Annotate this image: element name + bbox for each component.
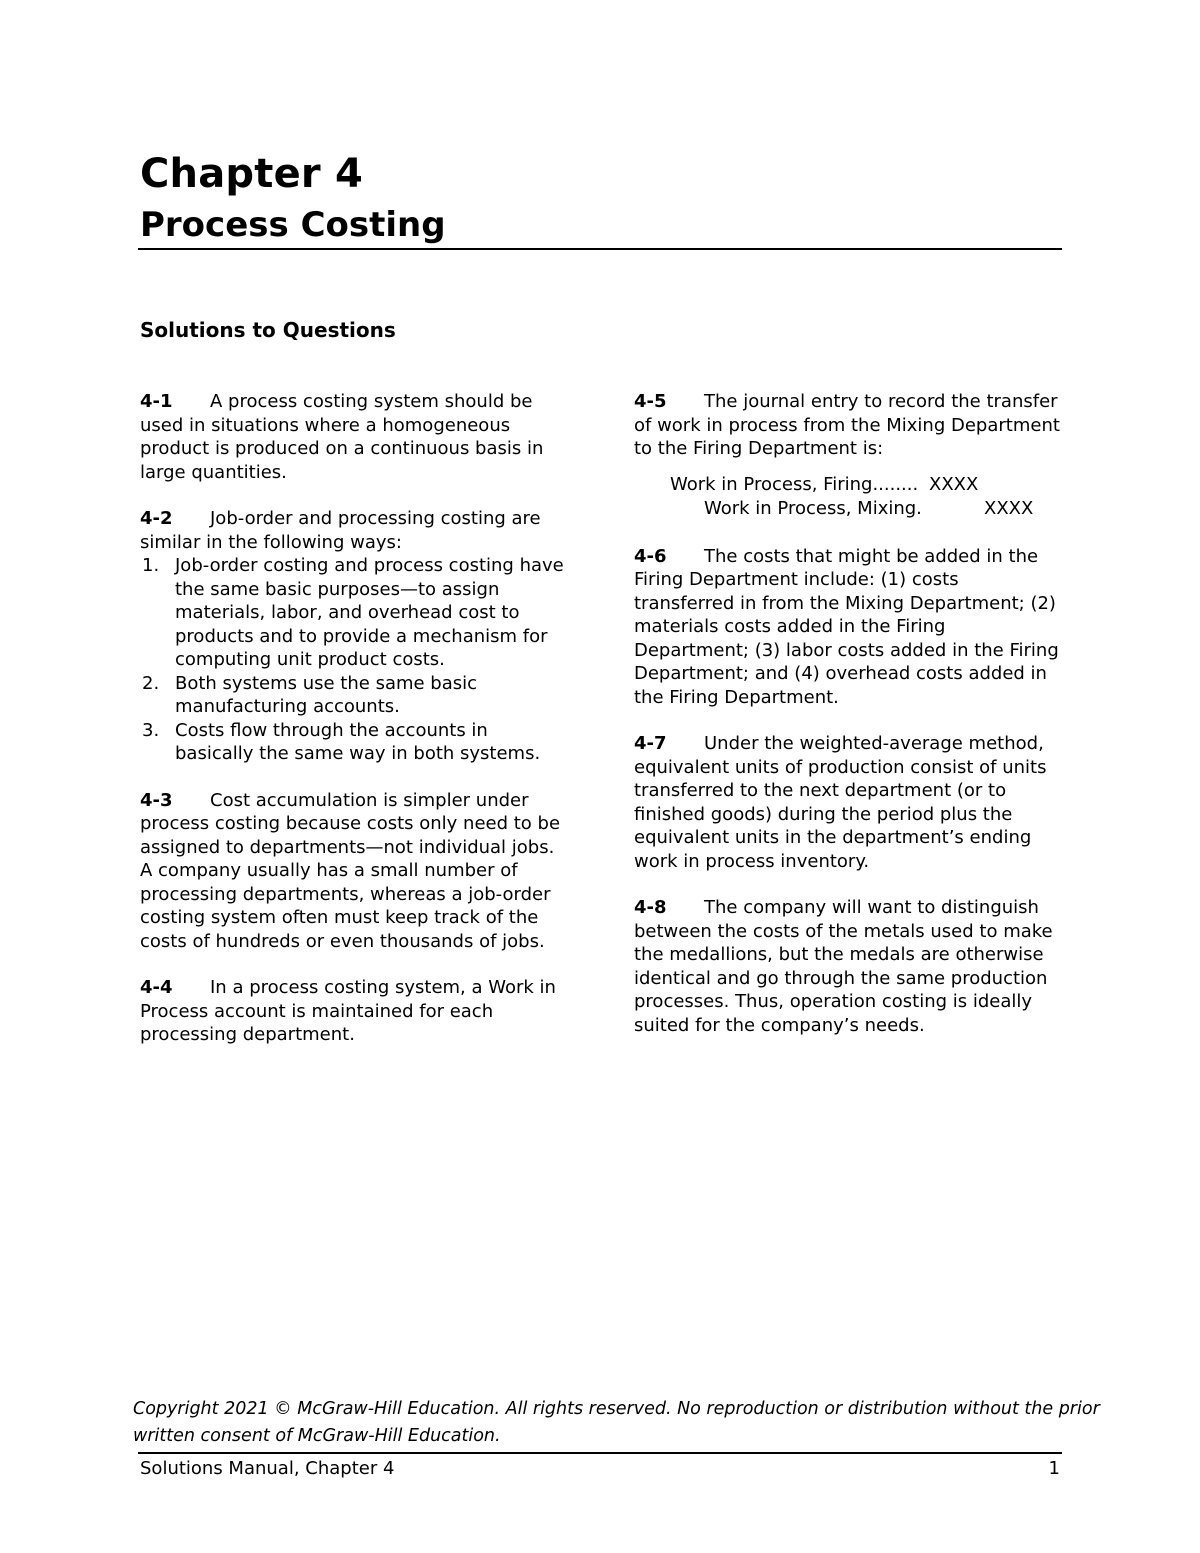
question-number: 4-6 [634, 545, 667, 567]
chapter-heading [140, 148, 1062, 248]
answer-4-5 [634, 390, 1064, 521]
answer-intro: Job-order and processing costing are similar in the following ways: [140, 508, 541, 553]
footer-divider [138, 1452, 1062, 1454]
list-item [140, 672, 570, 719]
list-item-number: 1. [142, 555, 160, 576]
journal-debit-line [634, 473, 1064, 497]
title-divider [138, 248, 1062, 250]
journal-entry [634, 473, 1064, 521]
answer-text: Cost accumulation is simpler under process costing because costs only need to be assigned to departments—not individual jobs. A company usually has a small number of processing departments, whereas a job-order costing system often must keep track of the costs of hundreds or even thousands of jobs. [140, 789, 561, 952]
list-item [140, 719, 570, 766]
answer-text: The company will want to distinguish between the costs of the metals used to make the medallions, but the medals are otherwise identical and go through the same production processes. Thus, operation costing is ideally suited for the company’s needs. [634, 897, 1053, 1036]
debit-amount: XXXX [929, 473, 979, 495]
answer-text: Under the weighted-average method, equivalent units of production consist of units transferred to the next department (or to finished goods) during the period plus the equivalent units in the department’s ending work in process inventory. [634, 733, 1047, 872]
answer-4-2 [140, 507, 570, 766]
list-item-text: Both systems use the same basic manufacturing accounts. [175, 672, 478, 717]
left-column [140, 390, 570, 1070]
page-number: 1 [1048, 1458, 1060, 1479]
list-item-number: 2. [142, 672, 160, 694]
answer-text: In a process costing system, a Work in Process account is maintained for each processing department. [140, 977, 556, 1045]
question-number: 4-5 [634, 391, 667, 412]
chapter-title: Process Costing [140, 205, 446, 245]
list-item-number: 3. [142, 719, 160, 741]
answer-4-6 [634, 545, 1064, 710]
answer-text: The journal entry to record the transfer of work in process from the Mixing Department to the Firing Department is: [634, 391, 1060, 459]
answer-4-8 [634, 896, 1064, 1037]
answer-4-3 [140, 789, 570, 954]
chapter-number: Chapter 4 [140, 151, 363, 197]
copyright-notice: Copyright 2021 © McGraw-Hill Education. All rights reserved. No reproduction or distribution without the prior written consent of McGraw-Hill Education. [133, 1399, 1100, 1446]
list-item-text: Job-order costing and process costing have the same basic purposes—to assign materials, labor, and overhead cost to products and to provide a mechanism for computing unit product costs. [175, 555, 564, 670]
question-number: 4-3 [140, 789, 173, 811]
answer-text: The costs that might be added in the Firing Department include: (1) costs transferred in from the Mixing Department; (2) materials costs added in the Firing Department; (3) labor costs added in the Firing Department; and (4) overhead costs added in the Firing Department. [634, 545, 1059, 708]
section-heading: Solutions to Questions [140, 318, 396, 342]
question-number: 4-4 [140, 977, 173, 998]
list-item [140, 554, 570, 672]
footer-manual-label: Solutions Manual, Chapter 4 [140, 1458, 395, 1479]
answer-4-7 [634, 732, 1064, 873]
question-number: 4-2 [140, 508, 173, 529]
right-column [634, 390, 1064, 1060]
question-number: 4-1 [140, 391, 173, 412]
answer-4-1 [140, 390, 570, 484]
journal-credit-line [634, 497, 1064, 521]
similarities-list [140, 554, 570, 766]
question-number: 4-8 [634, 897, 667, 918]
list-item-text: Costs flow through the accounts in basically the same way in both systems. [175, 719, 541, 764]
credit-account: Work in Process, Mixing. [704, 497, 922, 519]
question-number: 4-7 [634, 733, 667, 754]
answer-text: A process costing system should be used in situations where a homogeneous product is produced on a continuous basis in large quantities. [140, 391, 544, 483]
credit-amount: XXXX [984, 497, 1034, 519]
answer-4-4 [140, 976, 570, 1047]
debit-account: Work in Process, Firing........ [670, 473, 919, 495]
